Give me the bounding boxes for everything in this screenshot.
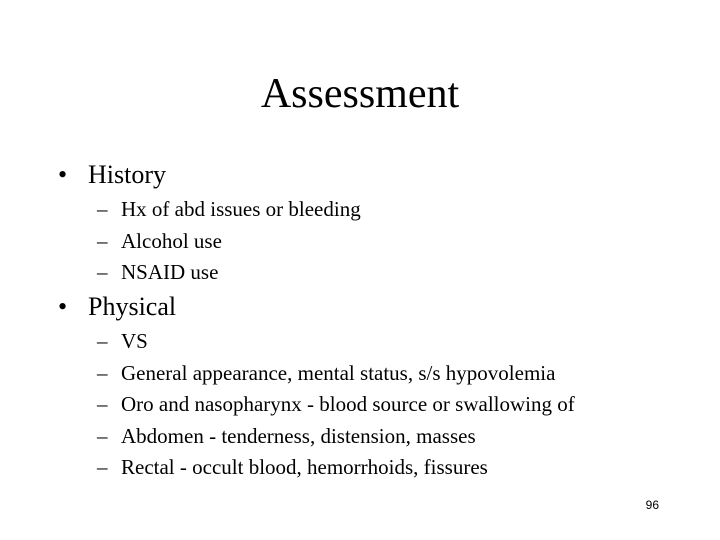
bullet-label-history: History: [88, 160, 166, 189]
dash-marker: –: [97, 197, 108, 221]
sub-item: [97, 328, 148, 354]
sub-item: [97, 454, 488, 480]
sub-item-text: Hx of abd issues or bleeding: [121, 197, 361, 221]
page-number: 96: [645, 498, 659, 512]
dash-marker: –: [97, 455, 108, 479]
sub-item-text: NSAID use: [121, 260, 219, 284]
sub-item: [97, 391, 575, 417]
sub-item-text: Abdomen - tenderness, distension, masses: [121, 424, 476, 448]
sub-item-text: VS: [121, 329, 148, 353]
dash-marker: –: [97, 260, 108, 284]
dash-marker: –: [97, 392, 108, 416]
bullet-history: [58, 160, 166, 190]
dash-marker: –: [97, 424, 108, 448]
sub-item: [97, 196, 361, 222]
sub-item: [97, 259, 219, 285]
bullet-dot: •: [58, 160, 68, 189]
bullet-label-physical: Physical: [88, 292, 177, 321]
dash-marker: –: [97, 229, 108, 253]
sub-item-text: General appearance, mental status, s/s hypovolemia: [121, 361, 556, 385]
sub-item: [97, 228, 222, 254]
bullet-dot: •: [58, 292, 68, 321]
sub-item: [97, 360, 556, 386]
slide-title: Assessment: [260, 71, 460, 117]
sub-item-text: Alcohol use: [121, 229, 222, 253]
sub-item-text: Rectal - occult blood, hemorrhoids, fissures: [121, 455, 488, 479]
sub-item: [97, 423, 476, 449]
dash-marker: –: [97, 361, 108, 385]
bullet-physical: [58, 292, 176, 322]
sub-item-text: Oro and nasopharynx - blood source or swallowing of: [121, 392, 575, 416]
dash-marker: –: [97, 329, 108, 353]
